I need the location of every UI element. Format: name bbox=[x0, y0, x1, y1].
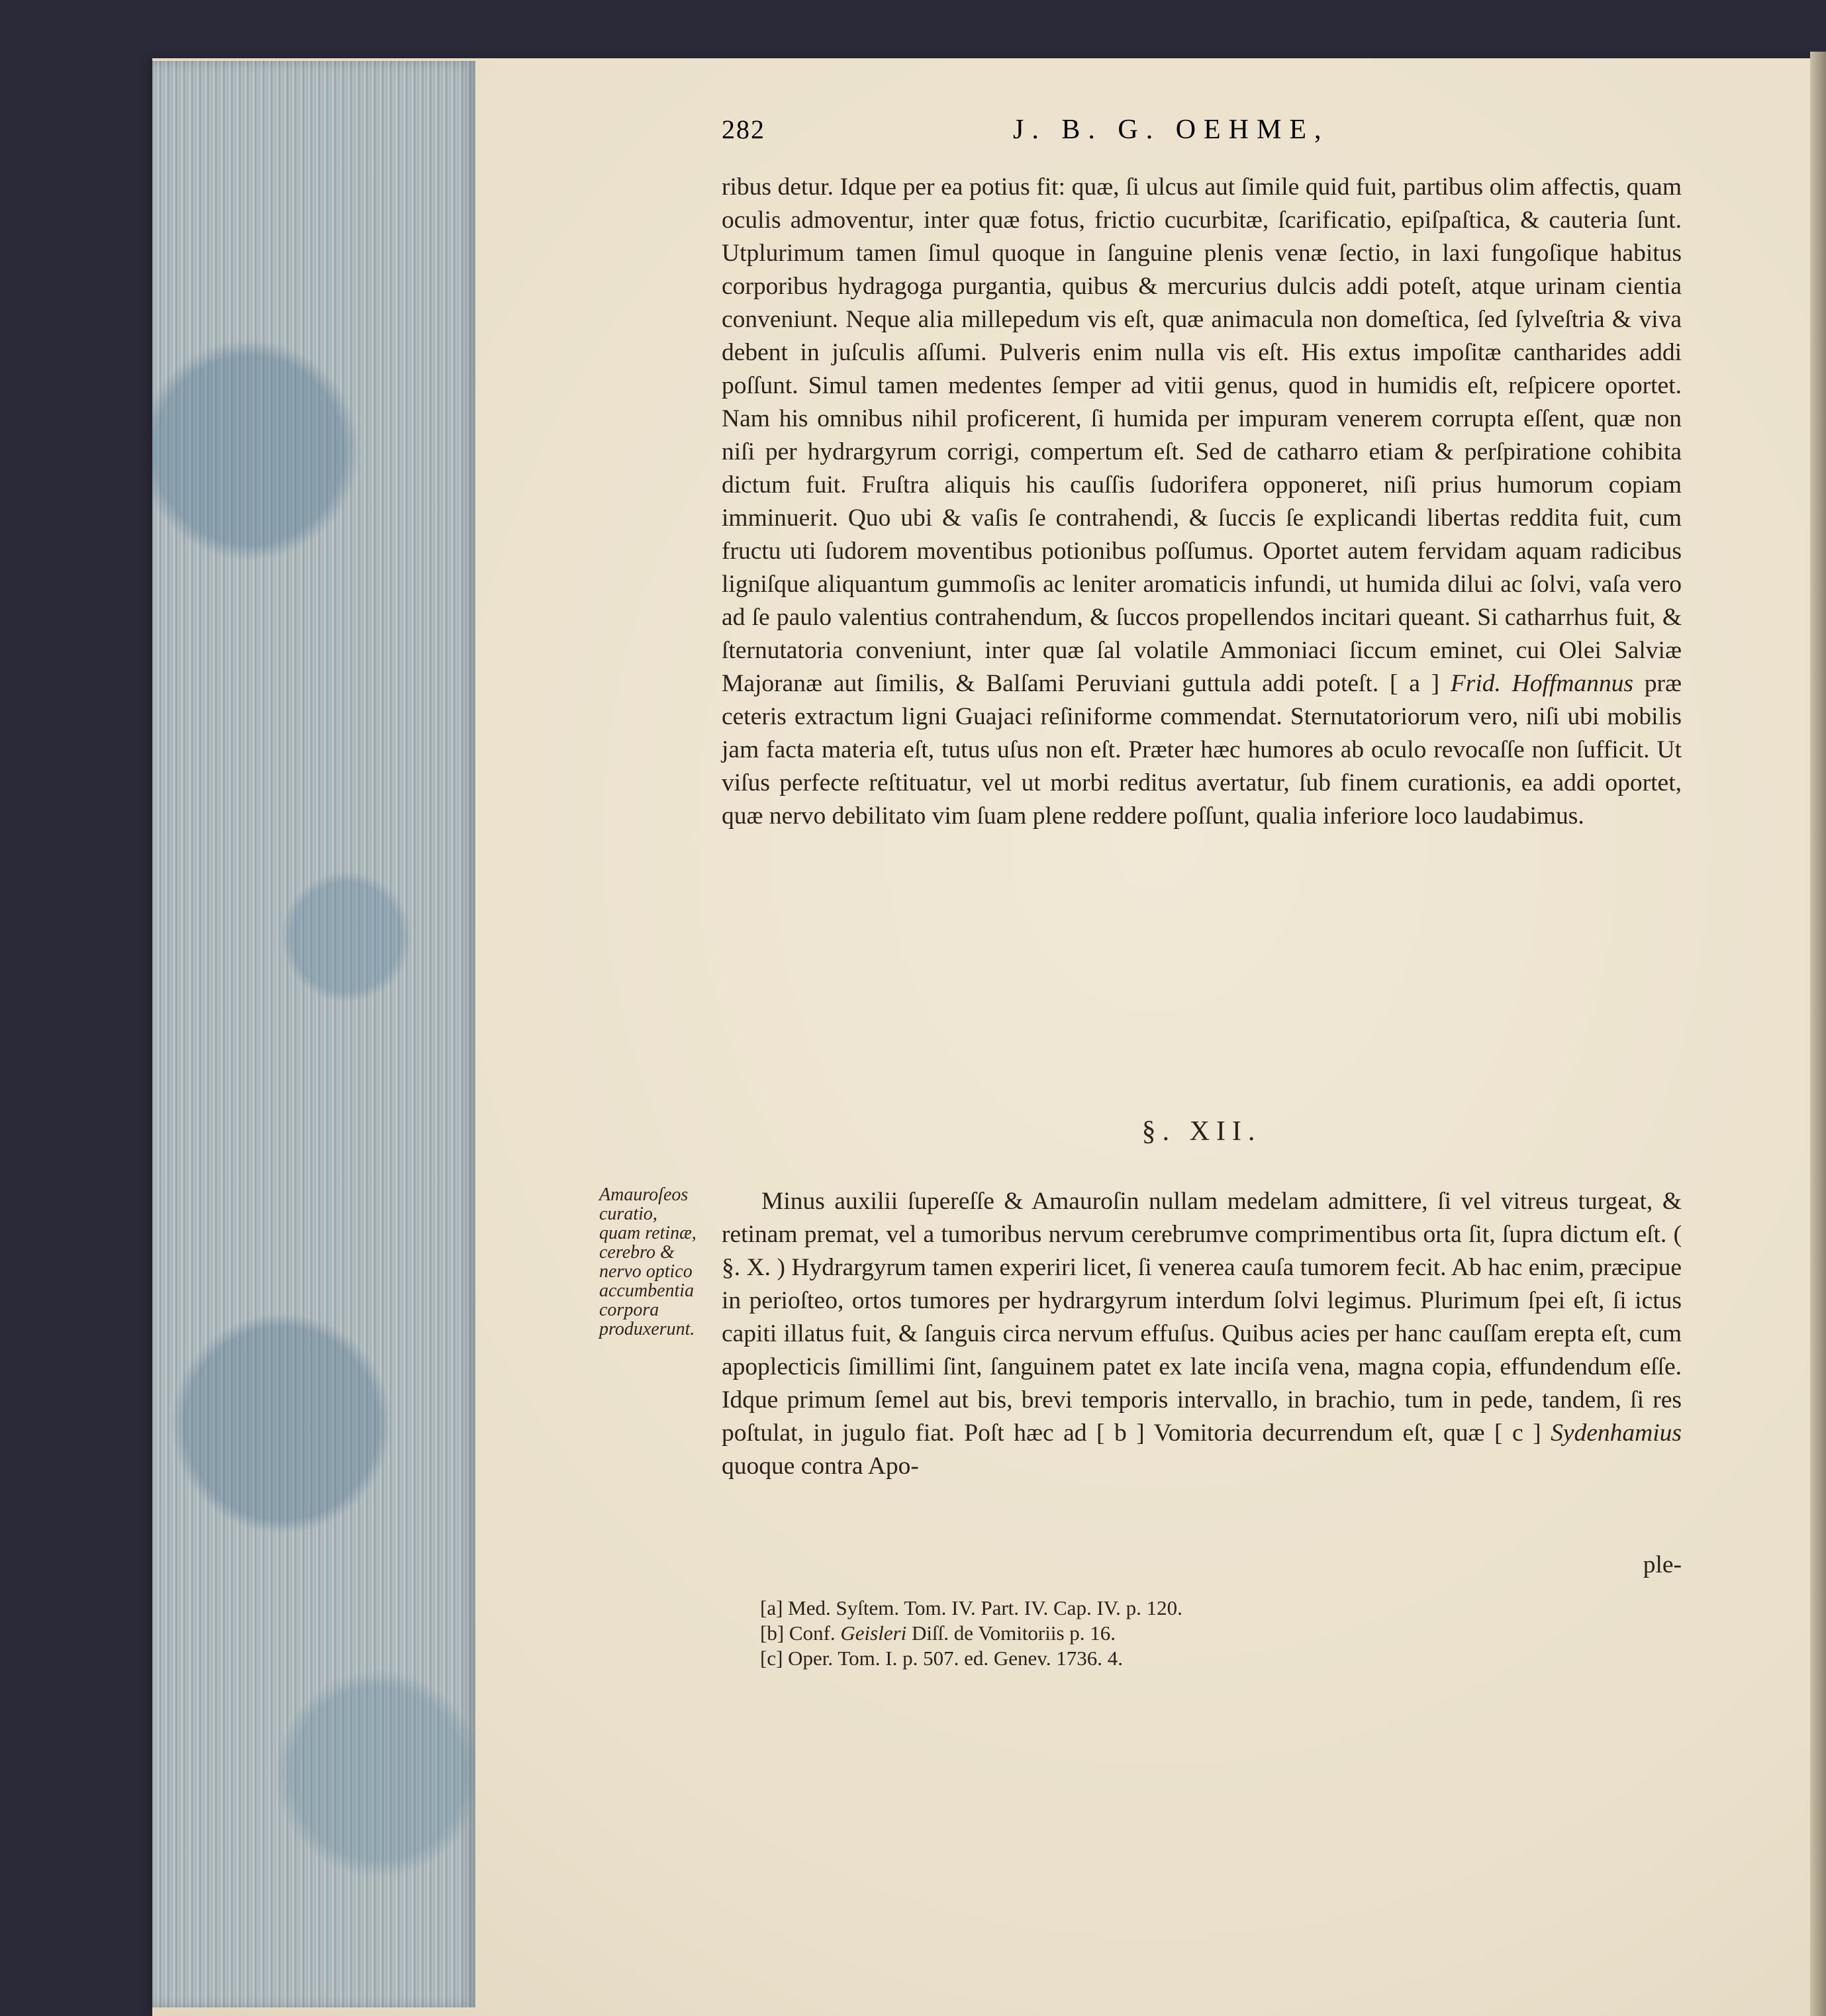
running-title: J. B. G. OEHME, bbox=[1013, 115, 1329, 145]
footnote-c bbox=[760, 1646, 1555, 1671]
marginal-note: Amauroſeos curatio, quam retinæ, cerebro & nervo optico accumbentia corpora produxerunt. bbox=[599, 1184, 697, 1339]
footnote-author: Geisleri bbox=[840, 1621, 907, 1645]
footnote-mark: [c] bbox=[760, 1647, 783, 1670]
page-number: 282 bbox=[722, 115, 765, 144]
footnote-ref-b: [ b ] bbox=[1096, 1419, 1145, 1447]
footnote-mark: [a] bbox=[760, 1596, 783, 1619]
paragraph-text: ribus detur. Idque per ea potius fit: quæ, ſi ulcus aut ſimile quid fuit, partibus olim affectis, quam oculis admoventur, inter quæ fotus, frictio cucurbitæ, ſcarificatio, epiſpaſtica, & cauteria ſunt. Utplurimum tamen ſimul quoque in ſanguine plenis venæ ſectio, in laxi fungoſique habitus corporibus hydragoga purgantia, quibus & mercurius dulcis addi poteſt, atque urinam cientia conveniunt. Neque alia millepedum vis eſt, quæ animacula non domeſtica, ſed ſylveſtria & viva debent in juſculis aſſumi. Pulveris enim nulla vis eſt. His extus impoſitæ cantharides addi poſſunt. Simul tamen medentes ſemper ad vitii genus, quod in humidis eſt, reſpicere oportet. Nam his omnibus nihil proficerent, ſi humida per impuram venerem corrupta eſſent, quæ non niſi per hydrargyrum corrigi, compertum eſt. Sed de catharro etiam & perſpiratione cohibita dictum fuit. Fruſtra aliquis his cauſſis ſudorifera opponeret, niſi prius humorum copiam imminuerit. Quo ubi & vaſis ſe contrahendi, & ſuccis ſe explicandi libertas reddita fuit, cum fructu uti ſudorem moventibus potionibus poſſumus. Oportet autem fervidam aquam radicibus ligniſque aliquantum gummoſis ac leniter aromaticis infundi, ut humida dilui ac ſolvi, vaſa vero ad ſe paulo valentius contrahendum, & ſuccos propellendos incitari queant. Si catharrhus fuit, & ſternutatoria conveniunt, inter quæ ſal volatile Ammoniaci ſiccum eminet, cui Olei Salviæ Majoranæ aut ſimilis, & Balſami Peruviani guttula addi poteſt. bbox=[722, 173, 1682, 697]
paragraph-text-continued: præ ceteris extractum ligni Guajaci reſiniforme commendat. Sternutatoriorum vero, niſi ubi mobilis jam facta materia eſt, tutus uſus non eſt. Præter hæc humores ab oculo revocaſſe non ſufficit. Ut viſus perfecte reſtituatur, vel ut morbi reditus avertatur, ſub finem curationis, ea addi oportet, quæ nervo debilitato vim ſuam plene reddere poſſunt, qualia inferiore loco laudabimus. bbox=[722, 670, 1682, 830]
cited-author-c: Sydenhamius bbox=[1551, 1419, 1682, 1447]
footnote-text: Med. Syſtem. Tom. IV. Part. IV. Cap. IV. p. 120. bbox=[788, 1596, 1182, 1619]
fore-edge-marbling bbox=[152, 61, 475, 2007]
section-heading: §. XII. bbox=[1141, 1116, 1262, 1147]
main-paragraph bbox=[722, 171, 1682, 833]
binding-edge bbox=[1810, 52, 1826, 2016]
footnote-text: Diſſ. de Vomitoriis p. 16. bbox=[912, 1621, 1116, 1645]
footnote-mark: [b] bbox=[760, 1621, 785, 1645]
footnote-ref-a: [ a ] bbox=[1389, 670, 1440, 697]
book-fore-edge bbox=[152, 61, 475, 2007]
footnotes bbox=[760, 1596, 1555, 1671]
section-text-3: quoque contra Apo- bbox=[722, 1453, 919, 1480]
cited-author: Frid. Hoffmannus bbox=[1450, 670, 1634, 697]
section-text-2: Vomitoria decurrendum eſt, quæ bbox=[1153, 1419, 1485, 1447]
footnote-a bbox=[760, 1596, 1555, 1621]
footnote-text: Oper. Tom. I. p. 507. ed. Genev. 1736. 4. bbox=[788, 1647, 1123, 1670]
section-text-1: Minus auxilii ſupereſſe & Amauroſin nullam medelam admittere, ſi vel vitreus turgeat, & retinam premat, vel a tumoribus nervum cerebrumve comprimentibus orta ſit, ſupra dictum eſt. ( §. X. ) Hydrargyrum tamen experiri licet, ſi venerea cauſa tumorem fecit. Ab hac enim, præcipue in perioſteo, ortos tumores per hydrargyrum interdum ſolvi legimus. Plurimum ſpei eſt, ſi ictus capiti illatus fuit, & ſanguis circa nervum effuſus. Quibus acies per hanc cauſſam erepta eſt, cum apoplecticis ſimillimi ſint, ſanguinem patet ex late inciſa vena, magna copia, effundendum eſſe. Idque primum ſemel aut bis, brevi temporis intervallo, in brachio, tum in pede, tandem, ſi res poſtulat, in jugulo fiat. Poſt hæc ad bbox=[722, 1188, 1682, 1447]
catchword: ple- bbox=[1643, 1551, 1682, 1578]
footnote-b bbox=[760, 1621, 1555, 1646]
section-paragraph bbox=[722, 1185, 1682, 1483]
footnote-ref-c: [ c ] bbox=[1494, 1419, 1541, 1447]
footnote-text: Conf. bbox=[789, 1621, 836, 1645]
